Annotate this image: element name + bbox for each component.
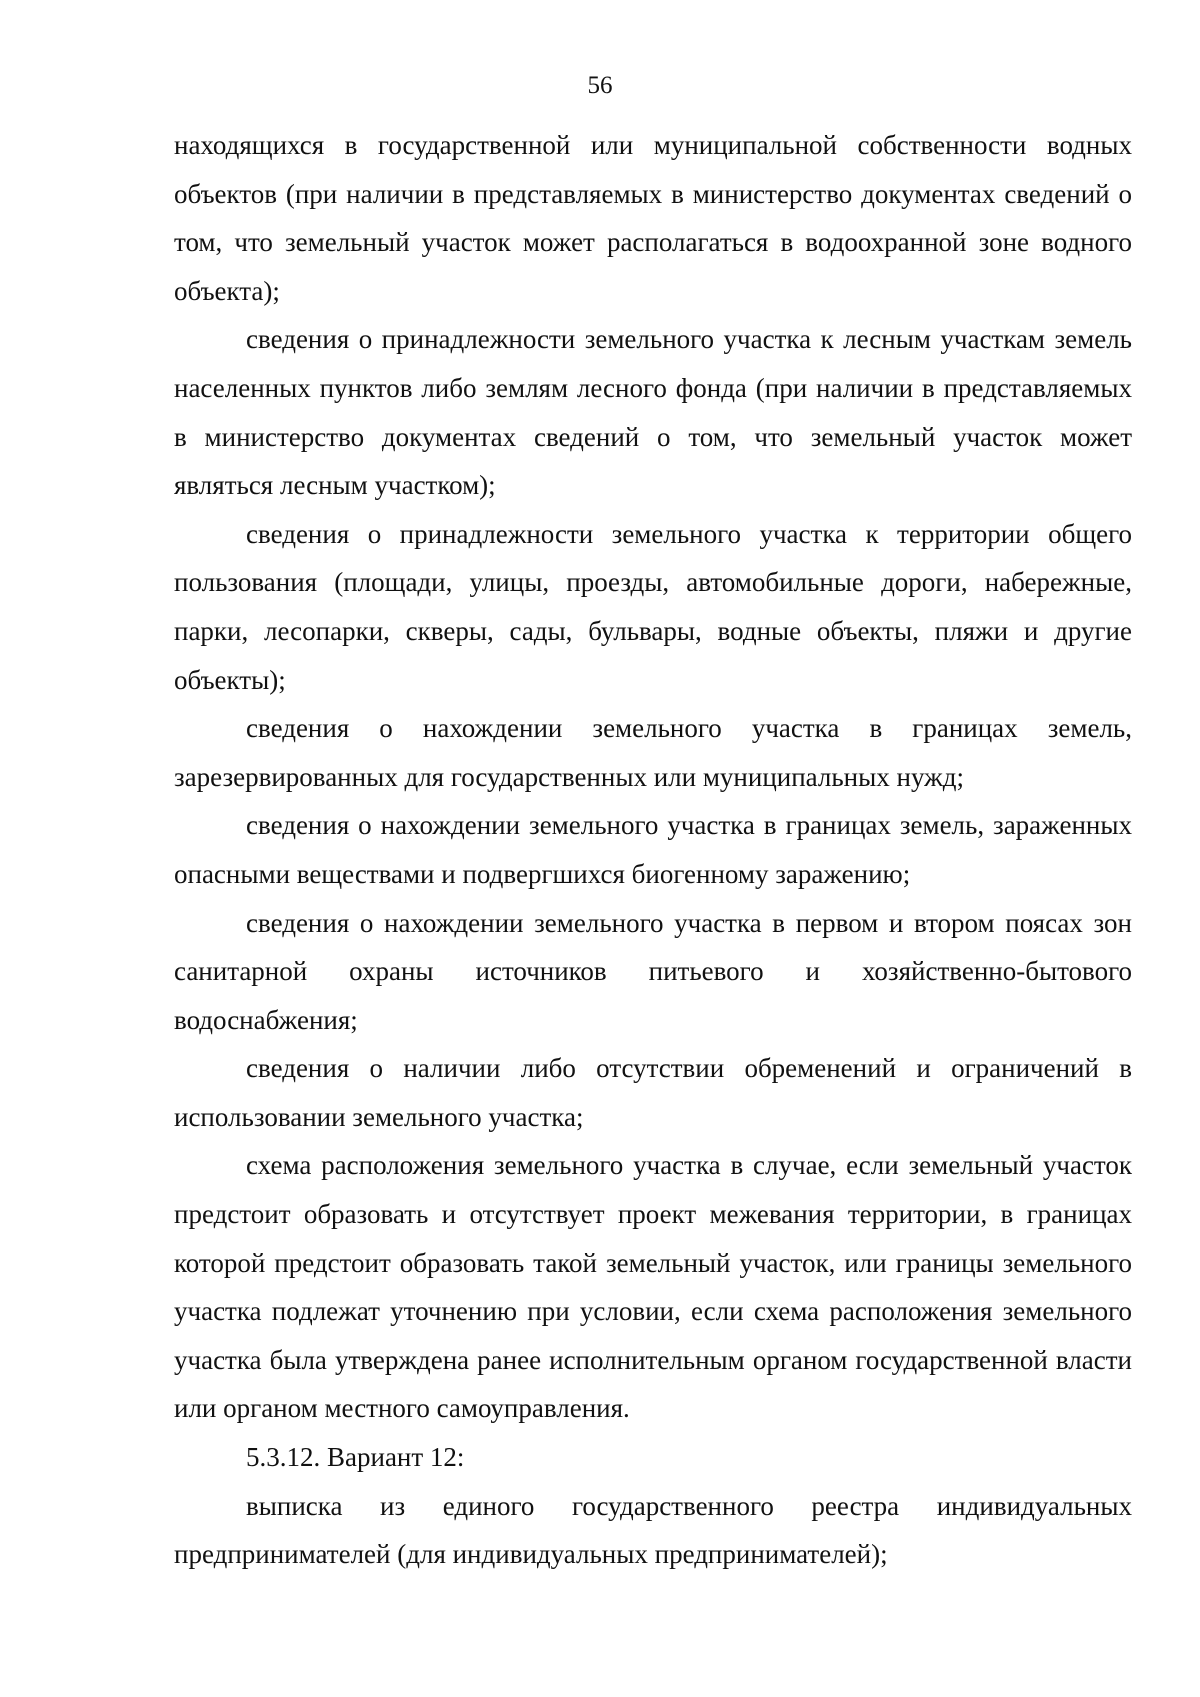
paragraph-5: сведения о нахождении земельного участка в границах земель, зараженных опасными веществами и подвергшихся биогенному заражению; bbox=[174, 810, 1132, 889]
paragraph-3: сведения о принадлежности земельного участка к территории общего пользования (площади, улицы, проезды, автомобильные дороги, набережные, парки, лесопарки, скверы, сады, бульвары, водные объекты, пляжи и другие объекты); bbox=[174, 518, 1132, 695]
paragraph-4: сведения о нахождении земельного участка в границах земель, зарезервированных для государственных или муниципальных нужд; bbox=[174, 713, 1132, 792]
paragraph-1: находящихся в государственной или муниципальной собственности водных объектов (при наличии в представляемых в министерство документах сведений о том, что земельный участок может располагаться в водоохранной зоне водного объекта); bbox=[174, 130, 1132, 306]
page-number: 56 bbox=[587, 72, 613, 99]
paragraph-2: сведения о принадлежности земельного участка к лесным участкам земель населенных пунктов либо землям лесного фонда (при наличии в представляемых в министерство документах сведений о том, что земельный участок может являться лесным участком); bbox=[174, 324, 1132, 501]
paragraph-6: сведения о нахождении земельного участка в первом и втором поясах зон санитарной охраны источников питьевого и хозяйственно-бытового водоснабжения; bbox=[174, 907, 1132, 1035]
section-heading-5-3-12: 5.3.12. Вариант 12: bbox=[246, 1442, 465, 1473]
paragraph-8: схема расположения земельного участка в случае, если земельный участок предстоит образовать и отсутствует проект межевания территории, в границах которой предстоит образовать такой земельный участок, или границы земельного участка подлежат уточнению при условии, если схема расположения земельного участка была утверждена ранее исполнительным органом государственной власти или органом местного самоуправления. bbox=[174, 1150, 1132, 1424]
paragraph-10: выписка из единого государственного реестра индивидуальных предпринимателей (для индивидуальных предпринимателей); bbox=[174, 1490, 1132, 1570]
paragraph-7: сведения о наличии либо отсутствии обременений и ограничений в использовании земельного участка; bbox=[174, 1053, 1132, 1132]
document-body bbox=[174, 121, 1132, 1579]
